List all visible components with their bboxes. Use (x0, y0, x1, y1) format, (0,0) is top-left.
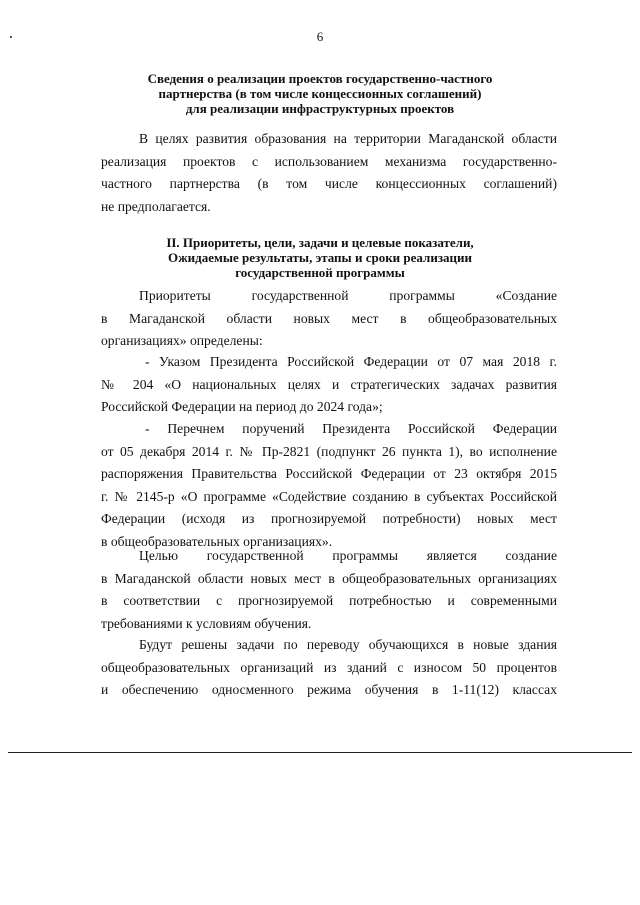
paragraph-line: Приоритеты государственной программы «Создание (139, 288, 557, 303)
paragraph-line: - Указом Президента Российской Федерации от 07 мая 2018 г. (145, 354, 557, 369)
decree-item (101, 351, 557, 419)
section2-title-line: Ожидаемые результаты, этапы и сроки реализации (167, 250, 473, 265)
section1-title-line: Сведения о реализации проектов государственно-частного (147, 71, 493, 86)
page-bottom-rule (8, 752, 632, 753)
paragraph-line: частного партнерства (в том числе концессионных соглашений) (101, 176, 557, 191)
goal-paragraph (101, 545, 557, 635)
page-number: 6 (316, 29, 324, 44)
paragraph-line: В целях развития образования на территории Магаданской области (139, 131, 557, 146)
section2-title (80, 235, 560, 280)
section1-paragraph (101, 128, 557, 218)
tasks-paragraph (101, 634, 557, 702)
paragraph-line: организациях» определены: (101, 333, 263, 348)
paragraph-line: реализация проектов с использованием механизма государственно- (101, 153, 557, 169)
paragraph-line: Целью государственной программы является создание (139, 548, 557, 563)
paragraph-line: требованиями к условиям обучения. (101, 615, 312, 631)
paragraph-line: в общеобразовательных организациях». (101, 533, 333, 549)
section1-title (80, 71, 560, 116)
paragraph-line: от 05 декабря 2014 г. № Пр-2821 (подпункт 26 пункта 1), во исполнение (101, 443, 557, 459)
paragraph-line: в Магаданской области новых мест в общеобразовательных (101, 310, 557, 326)
section2-title-line: II. Приоритеты, цели, задачи и целевые показатели, (166, 235, 474, 250)
instructions-item (101, 418, 557, 553)
section1-title-line: партнерства (в том числе концессионных соглашений) (158, 86, 482, 101)
section2-title-line: государственной программы (235, 265, 405, 280)
paragraph-line: Будут решены задачи по переводу обучающихся в новые здания (139, 637, 557, 652)
paragraph-line: общеобразовательных организаций из зданий с износом 50 процентов (101, 659, 557, 675)
paragraph-line: - Перечнем поручений Президента Российской Федерации (145, 421, 557, 436)
paragraph-line: и обеспечению односменного режима обучения в 1-11(12) классах (101, 682, 557, 697)
paragraph-line: № 204 «О национальных целях и стратегических задачах развития (101, 376, 557, 392)
paragraph-line: Федерации (исходя из прогнозируемой потребности) новых мест (101, 511, 557, 526)
priorities-paragraph (101, 285, 557, 353)
paragraph-line: в соответствии с прогнозируемой потребностью и современными (101, 593, 557, 608)
section1-title-line: для реализации инфраструктурных проектов (185, 101, 455, 116)
paragraph-line: распоряжения Правительства Российской Федерации от 23 октября 2015 (101, 466, 557, 481)
paragraph-line: не предполагается. (101, 198, 211, 214)
paragraph-line: Российской Федерации на период до 2024 года»; (101, 399, 383, 414)
paragraph-line: г. № 2145-р «О программе «Содействие созданию в субъектах Российской (101, 488, 557, 504)
paragraph-line: в Магаданской области новых мест в общеобразовательных организациях (101, 570, 557, 586)
